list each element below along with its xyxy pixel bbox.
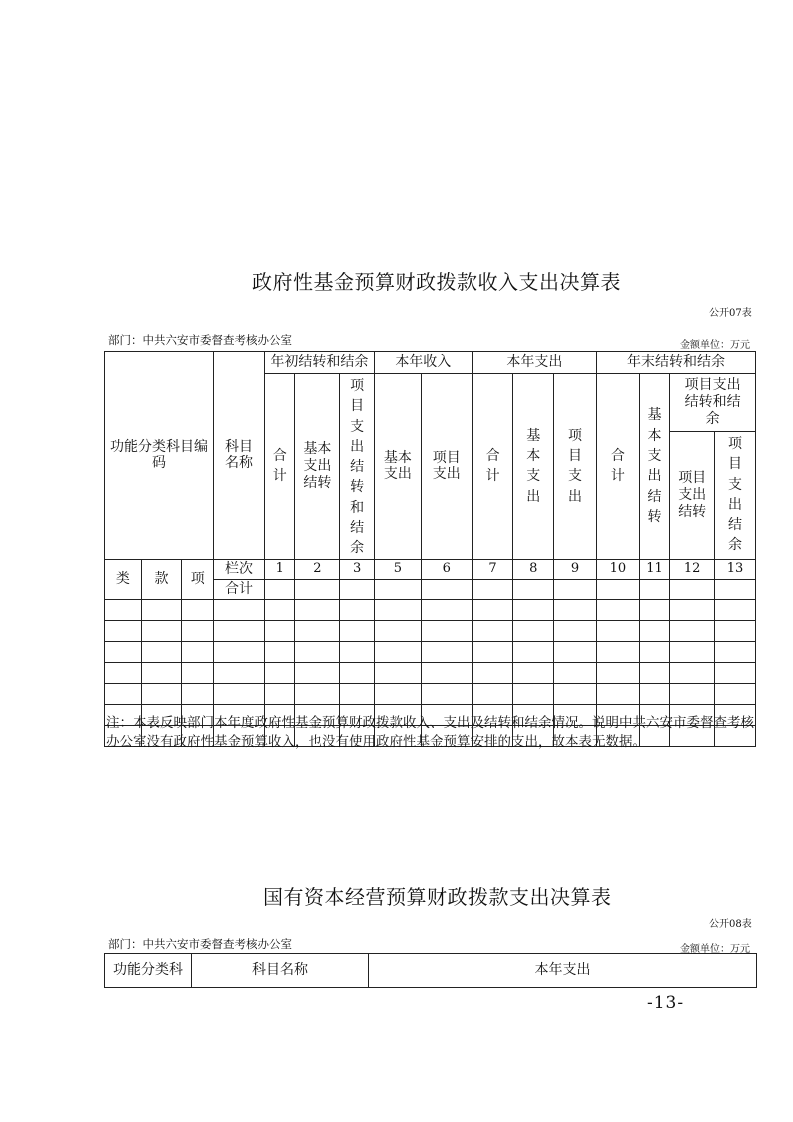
header-income-project: 项目支出 bbox=[421, 374, 472, 560]
table08-code: 公开08表 bbox=[709, 919, 752, 930]
header-begin-project-carry-surplus: 项目支出结转和结余 bbox=[340, 374, 375, 560]
table07-note: 注：本表反映部门本年度政府性基金预算财政拨款收入、支出及结转和结余情况。说明中共六安市委督查考核办公室没有政府性基金预算收入，也没有使用政府性基金预算安排的支出，故本表无数据。 bbox=[106, 715, 754, 750]
header-expend: 本年支出 bbox=[472, 352, 596, 374]
header-income-basic: 基本支出 bbox=[374, 374, 421, 560]
column-number: 10 bbox=[596, 559, 639, 579]
header-func-code: 功能分类科 bbox=[105, 954, 192, 988]
header-end-carry: 年末结转和结余 bbox=[596, 352, 755, 374]
page-number: -13- bbox=[647, 993, 685, 1013]
header-func-code: 功能分类科目编码 bbox=[105, 352, 214, 560]
table07-grid bbox=[104, 351, 756, 747]
column-number: 3 bbox=[340, 559, 375, 579]
header-expend-basic: 基本支出 bbox=[513, 374, 554, 560]
column-number: 1 bbox=[264, 559, 295, 579]
table07-unit: 金额单位：万元 bbox=[680, 340, 750, 351]
header-end-basic-carry: 基本支出结转 bbox=[639, 374, 670, 560]
column-number: 13 bbox=[715, 559, 756, 579]
header-lanci: 栏次 bbox=[214, 559, 265, 579]
column-number: 9 bbox=[554, 559, 597, 579]
header-end-project-group: 项目支出结转和结余 bbox=[670, 374, 756, 432]
header-expend-total: 合计 bbox=[472, 374, 513, 560]
header-end-total: 合计 bbox=[596, 374, 639, 560]
column-number: 6 bbox=[421, 559, 472, 579]
header-begin-total: 合计 bbox=[264, 374, 295, 560]
header-item-name: 科目名称 bbox=[214, 352, 265, 560]
column-number: 5 bbox=[374, 559, 421, 579]
table08-title: 国有资本经营预算财政拨款支出决算表 bbox=[263, 885, 612, 909]
table08-department: 部门：中共六安市委督查考核办公室 bbox=[108, 937, 292, 951]
column-number: 11 bbox=[639, 559, 670, 579]
header-begin-carry: 年初结转和结余 bbox=[264, 352, 374, 374]
column-number: 7 bbox=[472, 559, 513, 579]
table-row bbox=[105, 620, 756, 641]
header-xiang: 项 bbox=[182, 559, 214, 599]
header-end-project-carry: 项目支出结转 bbox=[670, 432, 715, 560]
column-number: 8 bbox=[513, 559, 554, 579]
column-number: 2 bbox=[295, 559, 340, 579]
header-begin-basic-carry: 基本支出结转 bbox=[295, 374, 340, 560]
column-number: 12 bbox=[670, 559, 715, 579]
header-lei: 类 bbox=[105, 559, 142, 599]
table-row bbox=[105, 641, 756, 662]
table07-department: 部门：中共六安市委督查考核办公室 bbox=[108, 333, 292, 347]
table08-unit: 金额单位：万元 bbox=[680, 944, 750, 955]
header-expend-project: 项目支出 bbox=[554, 374, 597, 560]
table07-title: 政府性基金预算财政拨款收入支出决算表 bbox=[252, 270, 621, 294]
table08-grid bbox=[104, 953, 757, 988]
table-row bbox=[105, 683, 756, 704]
header-end-project-surplus: 项目支出结余 bbox=[715, 432, 756, 560]
header-kuan: 款 bbox=[141, 559, 182, 599]
table-row bbox=[105, 662, 756, 683]
header-expend: 本年支出 bbox=[369, 954, 757, 988]
table-row bbox=[105, 599, 756, 620]
header-item-name: 科目名称 bbox=[192, 954, 369, 988]
sum-row-label: 合计 bbox=[214, 579, 265, 599]
table07-code: 公开07表 bbox=[709, 308, 752, 319]
header-income: 本年收入 bbox=[374, 352, 472, 374]
